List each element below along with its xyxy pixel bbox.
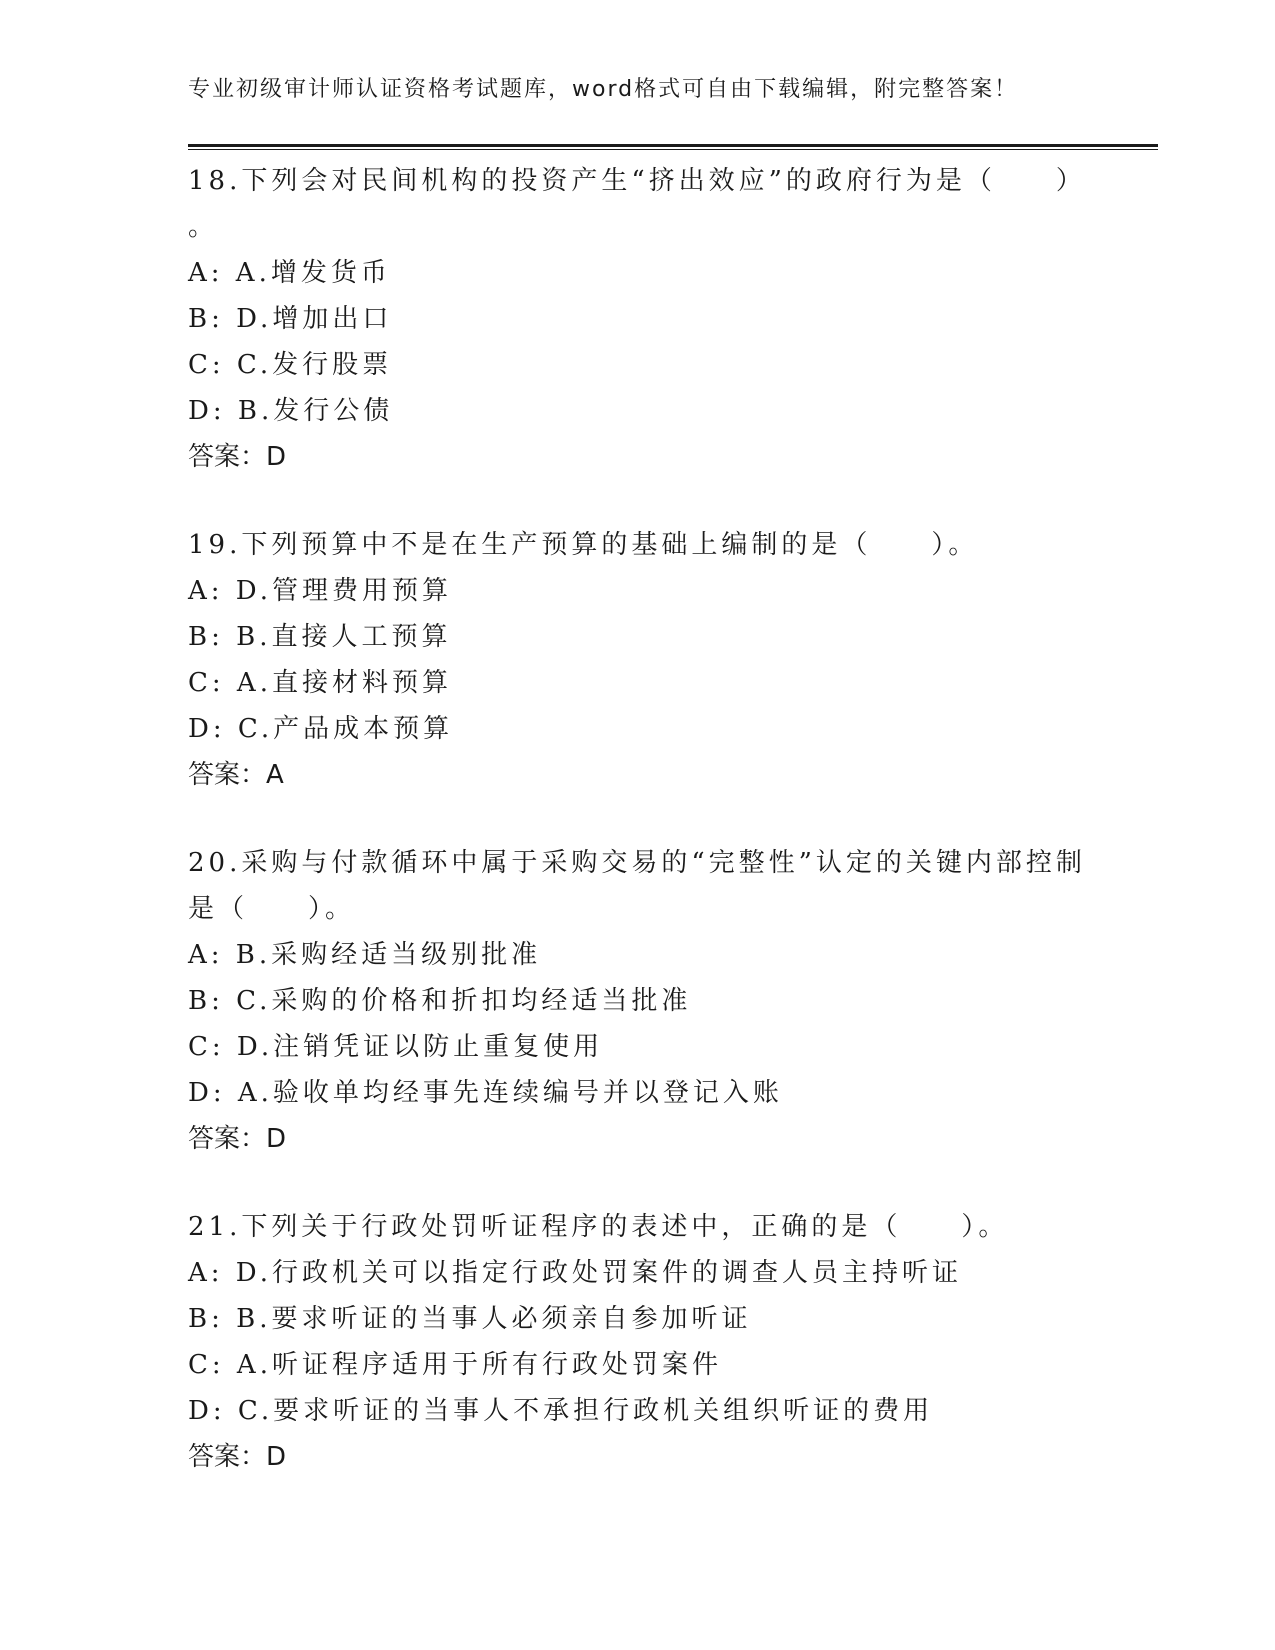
question-20 [188, 840, 1148, 1162]
option-a: A: D.行政机关可以指定行政处罚案件的调查人员主持听证 [188, 1258, 962, 1288]
question-title: 18.下列会对民间机构的投资产生“挤出效应”的政府行为是（ ） [188, 166, 1086, 196]
question-title: 21.下列关于行政处罚听证程序的表述中，正确的是（ ）。 [188, 1212, 1009, 1242]
answer-line: 答案：D [188, 1442, 287, 1472]
option-d: D: C.产品成本预算 [188, 714, 454, 744]
answer-line: 答案：D [188, 442, 287, 472]
option-b: B: C.采购的价格和折扣均经适当批准 [188, 986, 692, 1016]
question-21 [188, 1204, 1148, 1480]
option-a: A: B.采购经适当级别批准 [188, 940, 542, 970]
option-d: D: A.验收单均经事先连续编号并以登记入账 [188, 1078, 783, 1108]
question-18 [188, 158, 1148, 480]
question-title-continuation: 是（ ）。 [188, 894, 356, 924]
option-c: C: A.直接材料预算 [188, 668, 452, 698]
option-c: C: D.注销凭证以防止重复使用 [188, 1032, 604, 1062]
page-header: 专业初级审计师认证资格考试题库，word格式可自由下载编辑，附完整答案！ [188, 77, 1019, 102]
option-b: B: D.增加出口 [188, 304, 393, 334]
answer-line: 答案：D [188, 1124, 287, 1154]
question-title: 19.下列预算中不是在生产预算的基础上编制的是（ ）。 [188, 530, 979, 560]
option-b: B: B.要求听证的当事人必须亲自参加听证 [188, 1304, 752, 1334]
question-title: 20.采购与付款循环中属于采购交易的“完整性”认定的关键内部控制 [188, 848, 1086, 878]
option-c: C: A.听证程序适用于所有行政处罚案件 [188, 1350, 722, 1380]
answer-line: 答案：A [188, 760, 284, 790]
question-title-continuation: 。 [188, 212, 219, 242]
option-d: D: B.发行公债 [188, 396, 394, 426]
option-c: C: C.发行股票 [188, 350, 393, 380]
option-a: A: D.管理费用预算 [188, 576, 452, 606]
option-a: A: A.增发货币 [188, 258, 391, 288]
question-19 [188, 522, 1148, 798]
question-list [188, 158, 1148, 1522]
option-b: B: B.直接人工预算 [188, 622, 452, 652]
header-divider [188, 144, 1158, 150]
option-d: D: C.要求听证的当事人不承担行政机关组织听证的费用 [188, 1396, 934, 1426]
